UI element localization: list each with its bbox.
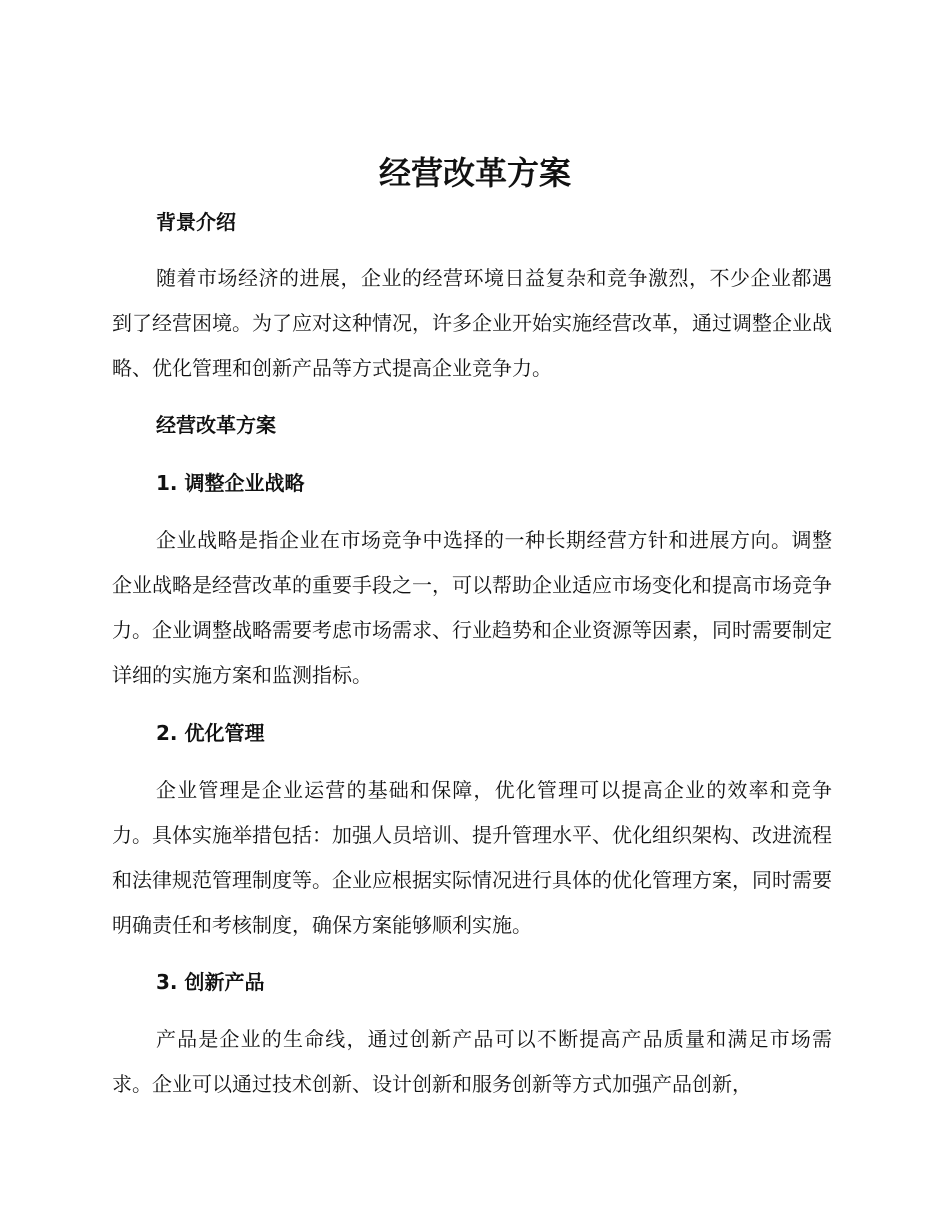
section-heading-management: 2. 优化管理 (156, 721, 265, 745)
paragraph-strategy: 企业战略是指企业在市场竞争中选择的一种长期经营方针和进展方向。调整企业战略是经营改革的重要手段之一，可以帮助企业适应市场变化和提高市场竞争力。企业调整战略需要考虑市场需求、行业趋势和企业资源等因素，同时需要制定详细的实施方案和监测指标。 (112, 528, 832, 687)
document-title: 经营改革方案 (378, 154, 571, 192)
section-heading-innovation: 3. 创新产品 (156, 970, 265, 994)
paragraph-management: 企业管理是企业运营的基础和保障，优化管理可以提高企业的效率和竞争力。具体实施举措包括：加强人员培训、提升管理水平、优化组织架构、改进流程和法律规范管理制度等。企业应根据实际情况进行具体的优化管理方案，同时需要明确责任和考核制度，确保方案能够顺利实施。 (112, 778, 832, 937)
section-heading-strategy: 1. 调整企业战略 (156, 471, 305, 495)
paragraph-background: 随着市场经济的进展，企业的经营环境日益复杂和竞争激烈，不少企业都遇到了经营困境。为了应对这种情况，许多企业开始实施经营改革，通过调整企业战略、优化管理和创新产品等方式提高企业竞争力。 (112, 266, 832, 380)
section-heading-background: 背景介绍 (156, 210, 236, 234)
section-heading-reform-plan: 经营改革方案 (156, 413, 276, 437)
paragraph-innovation: 产品是企业的生命线，通过创新产品可以不断提高产品质量和满足市场需求。企业可以通过技术创新、设计创新和服务创新等方式加强产品创新， (112, 1027, 832, 1096)
